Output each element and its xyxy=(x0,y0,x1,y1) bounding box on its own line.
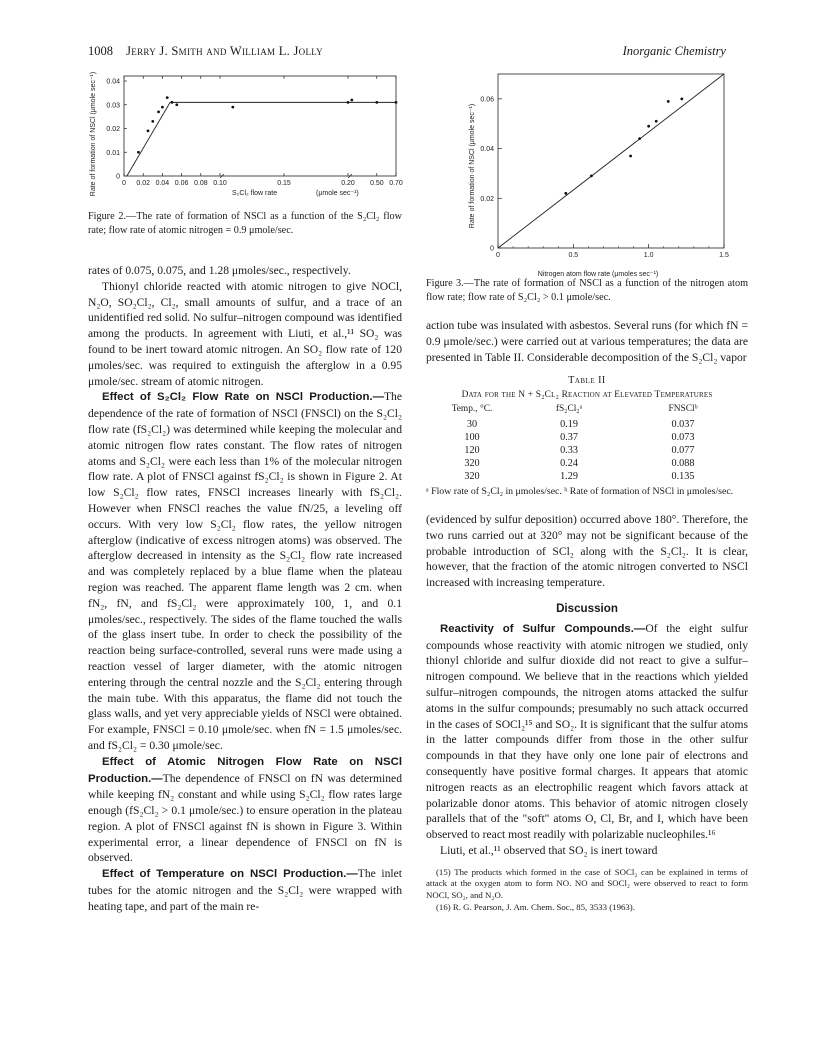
fig2-y-tick-label: 0.01 xyxy=(106,149,120,157)
fig2-data-point xyxy=(151,120,154,123)
header-authors: Jerry J. Smith and William L. Jolly xyxy=(126,44,323,58)
fig2-x-tick-label: 0.02 xyxy=(136,180,151,187)
fig3-xlabel: Nitrogen atom flow rate (μmoles sec⁻¹) xyxy=(537,271,659,278)
fig3-x-tick-label: 1.5 xyxy=(719,252,729,259)
table-cell: 320 xyxy=(464,470,480,482)
data-table xyxy=(432,402,740,483)
fig2-x-tick-label: 0.50 xyxy=(369,180,384,187)
fig2-y-tick-label: 0.04 xyxy=(106,78,120,86)
section-heading: Reactivity of Sulfur Compounds.— xyxy=(440,622,646,635)
paragraph: Liuti, et al.,¹¹ observed that SO₂ is inert toward xyxy=(440,843,658,857)
table-cell: 0.24 xyxy=(560,457,578,469)
fig2-data-point xyxy=(347,101,350,104)
fig3-x-tick-label: 0 xyxy=(496,252,500,259)
fig2-data-point xyxy=(350,99,353,102)
table-cell: 0.077 xyxy=(671,444,695,456)
table-cell: 100 xyxy=(464,431,480,443)
footnote-15: (15) The products which formed in the case of SOCl₂ can be explained in terms of attack at the oxygen atom to form NO. NO and SOCl₂ were observed to react to form NOCl, SO₂, and N₂O. xyxy=(426,866,748,900)
fig3-data-point xyxy=(590,175,593,178)
fig2-y-tick-label: 0.03 xyxy=(106,102,120,110)
fig3-y-tick-label: 0 xyxy=(490,245,494,253)
fig3-data-point xyxy=(655,120,658,123)
fig2-y-tick-label: 0 xyxy=(116,173,120,181)
running-header-left xyxy=(88,44,323,59)
fig3-y-tick-label: 0.02 xyxy=(480,195,494,203)
section-heading: Effect of Atomic Nitrogen Flow Rate on NSCl Production.— xyxy=(88,755,402,785)
table-cell: 0.073 xyxy=(671,431,695,443)
fig2-x-tick-label: 0.20 xyxy=(341,180,355,187)
paragraph-text: Of the eight sulfur compounds whose reactivity with atomic nitrogen we studied, only thionyl chloride and sulfur dioxide did not react to give a sulfur–nitrogen compound. We believe that in the reactions which yielded sulfur–nitrogen compounds, the nitrogen atoms attacked the sulfur atoms in the sulfur compounds; presumably no such attack occurred in the cases of SOCl₂¹⁵ and SO₂. It is significant that the sulfur atoms in the latter compounds differ from those in the other sulfur compounds in that they have only one lone pair of electrons and consequently have positive formal charges. It appears that atomic nitrogen reacts as an electrophilic reagent which favors attack at polarizable donor atoms. This behavior of atomic nitrogen closely parallels that of the "soft" atoms O, Cl, Br, and I, which have been observed to react most readily with polarizable nucleophiles.¹⁶ xyxy=(426,621,748,842)
left-column xyxy=(88,263,402,915)
table-cell: 0.135 xyxy=(671,470,695,482)
table-title: Data for the N + S₂Cl₂ Reaction at Elevated Temperatures xyxy=(461,390,713,401)
fig3-data-point xyxy=(647,125,650,128)
table-cell: 0.088 xyxy=(671,457,695,469)
fig3-data-point xyxy=(564,192,567,195)
fig2-x-tick-label: 0.04 xyxy=(155,180,170,187)
fig2-fit-line xyxy=(127,102,170,176)
fig2-xlabel-left: S₂Cl₂ flow rate xyxy=(232,190,278,197)
paragraph-text: The dependence of the rate of formation of NSCl (FNSCl) on the S₂Cl₂ flow rate (fS₂Cl₂) was determined while keeping the molecular and atomic nitrogen flow rates constant. The flow rates of nitrogen atoms and S₂Cl₂ were each less than 1% of the molecular nitrogen flow rate. A plot of FNSCl against fS₂Cl₂ is shown in Figure 2. At low S₂Cl₂ flow rates, FNSCl increases linearly with fS₂Cl₂. However when FNSCl reaches the value fN/25, a leveling off occurs. With very low S₂Cl₂ flow rates, the yellow nitrogen afterglow (indicative of excess nitrogen atoms) was observed. The afterglow decreased in intensity as the S₂Cl₂ flow rate increased and was completely replaced by a blue flame when the plateau region was reached. The apparent flame length was 2 cm. when fN₂, fN, and fS₂Cl₂ were approximately 100, 1, and 0.1 μmoles/sec., respectively. The sides of the flame touched the walls of the glass insert tube. In order to check the possibility of the reaction being surface-controlled, several runs were made using a reaction vessel of larger diameter, with the atomic nitrogen entering through the central nozzle and the S₂Cl₂ entering through the main tube. With this apparatus, the flame did not touch the glass walls, and yet very appreciable yields of NSCl were obtained. For example, FNSCl = 0.10 μmole/sec. when fN = 1.5 μmoles/sec. and fS₂Cl₂ = 0.30 μmole/sec. xyxy=(88,390,402,752)
fig3-x-tick-label: 1.0 xyxy=(643,252,654,259)
table-2 xyxy=(426,373,748,498)
right-column xyxy=(426,318,748,913)
paragraph: rates of 0.075, 0.075, and 1.28 μmoles/sec., respectively. xyxy=(88,264,351,277)
fig2-data-point xyxy=(231,106,234,109)
table-footnote: ᵃ Flow rate of S₂Cl₂ in μmoles/sec. ᵇ Rate of formation of NSCl in μmoles/sec. xyxy=(426,485,734,497)
fig2-data-point xyxy=(147,129,150,132)
table-cell: 320 xyxy=(464,457,480,469)
fig2-data-point xyxy=(161,106,164,109)
fig3-y-tick-label: 0.04 xyxy=(480,146,494,154)
fig2-data-point xyxy=(375,101,378,104)
section-heading: Effect of Temperature on NSCl Production.— xyxy=(102,868,358,881)
footnote-16: (16) R. G. Pearson, J. Am. Chem. Soc., 85, 3533 (1963). xyxy=(436,901,635,912)
figure-2 xyxy=(84,68,404,200)
table-row xyxy=(432,470,740,483)
paragraph: action tube was insulated with asbestos. Several runs (for which fN = 0.9 μmole/sec.) were carried out at various temperatures; the data are presented in Table II. Considerable decomposition of the S₂Cl₂ vapor xyxy=(426,319,748,364)
section-paragraph xyxy=(88,389,402,753)
page-number: 1008 xyxy=(88,44,113,58)
figure-3-caption: Figure 3.—The rate of formation of NSCl as a function of the nitrogen atom flow rate; flow rate of S₂Cl₂ > 0.1 μmole/sec. xyxy=(426,278,748,303)
fig3-ylabel: Rate of formation of NSCl (μmole sec⁻¹) xyxy=(469,103,476,229)
fig3-data-point xyxy=(629,155,632,158)
table-row xyxy=(432,444,740,457)
table-cell: 120 xyxy=(464,444,480,456)
fig3-data-point xyxy=(667,100,670,103)
table-number: Table II xyxy=(568,375,606,387)
table-row xyxy=(432,457,740,470)
table-cell: 0.037 xyxy=(671,418,695,430)
journal-name: Inorganic Chemistry xyxy=(622,44,726,58)
fig3-y-tick-label: 0.06 xyxy=(480,96,494,104)
column-header: fS₂Cl₂ᵃ xyxy=(555,404,583,415)
table-cell: 1.29 xyxy=(560,470,578,482)
figure-2-caption: Figure 2.—The rate of formation of NSCl as a function of the S₂Cl₂ flow rate; flow rate of atomic nitrogen = 0.9 μmole/sec. xyxy=(88,211,402,236)
fig2-x-tick-label: 0.06 xyxy=(174,180,189,187)
paragraph-text: The inlet tubes for the atomic nitrogen and the S₂Cl₂ were wrapped with heating tape, and part of the main re- xyxy=(88,867,402,913)
table-header-row xyxy=(432,402,740,418)
fig2-ylabel: Rate of formation of NSCl (μmole sec⁻¹) xyxy=(90,71,97,197)
table-row xyxy=(432,418,740,431)
paragraph: Thionyl chloride reacted with atomic nitrogen to give NOCl, N₂O, SO₂Cl₂, Cl₂, small amounts of sulfur, and a trace of an unidentified red solid. No sulfur–nitrogen compound was identified among the products. In agreement with Liuti, et al.,¹¹ SO₂ was found to be inert toward atomic nitrogen. An SO₂ flow rate of 120 μmoles/sec. was required to extinguish the afterglow in a 0.95 μmole/sec. stream of atomic nitrogen. xyxy=(88,279,402,388)
column-header: Temp., °C. xyxy=(451,404,493,415)
table-cell: 0.33 xyxy=(560,444,578,456)
section-paragraph xyxy=(426,621,748,843)
table-cell: 0.19 xyxy=(560,418,578,430)
fig2-x-tick-label: 0.70 xyxy=(389,180,403,187)
table-cell: 0.37 xyxy=(560,431,578,443)
fig2-data-point xyxy=(171,101,174,104)
section-paragraph xyxy=(88,754,402,867)
fig2-x-tick-label: 0 xyxy=(122,180,126,187)
table-cell: 30 xyxy=(466,418,478,430)
section-paragraph xyxy=(88,866,402,914)
fig2-data-point xyxy=(157,110,160,113)
fig2-data-point xyxy=(166,96,169,99)
fig3-data-point xyxy=(638,137,641,140)
column-header: FNSClᵇ xyxy=(668,404,698,415)
fig2-y-tick-label: 0.02 xyxy=(106,126,120,133)
table-row xyxy=(432,431,740,444)
fig2-plot-frame xyxy=(124,76,396,176)
fig3-fit-line xyxy=(498,74,724,248)
section-heading: Effect of S₂Cl₂ Flow Rate on NSCl Production.— xyxy=(102,391,384,404)
paragraph: (evidenced by sulfur deposition) occurred above 180°. Therefore, the two runs carried out at 320° may not be significant because of the probable introduction of SCl₂ along with the S₂Cl₂. It is clear, however, that the fraction of the atomic nitrogen converted to NSCl increased with increasing temperature. xyxy=(426,512,748,590)
paragraph-text: The dependence of FNSCl on fN was determined while keeping fN₂ constant and while using S₂Cl₂ flow rates large enough (fS₂Cl₂ > 0.1 μmole/sec.) to ensure operation in the plateau region. A plot of FNSCl against fN is shown in Figure 3. Within experimental error, a linear dependence of FNSCl on fN is observed. xyxy=(88,771,402,865)
fig2-x-tick-label: 0.10 xyxy=(213,180,227,187)
fig3-data-point xyxy=(680,97,683,100)
fig2-data-point xyxy=(395,101,398,104)
fig3-x-tick-label: 0.5 xyxy=(568,252,579,259)
figure-2-plot xyxy=(84,68,404,200)
fig2-xlabel-right: (μmole sec⁻¹) xyxy=(316,190,359,197)
footnotes xyxy=(426,867,748,913)
figure-3-plot xyxy=(462,68,732,280)
fig2-x-tick-label: 0.15 xyxy=(277,180,291,187)
fig2-data-point xyxy=(137,151,140,154)
figure-3 xyxy=(462,68,732,280)
fig2-x-tick-label: 0.08 xyxy=(193,180,208,187)
fig2-data-point xyxy=(175,103,178,106)
discussion-heading: Discussion xyxy=(556,601,618,615)
